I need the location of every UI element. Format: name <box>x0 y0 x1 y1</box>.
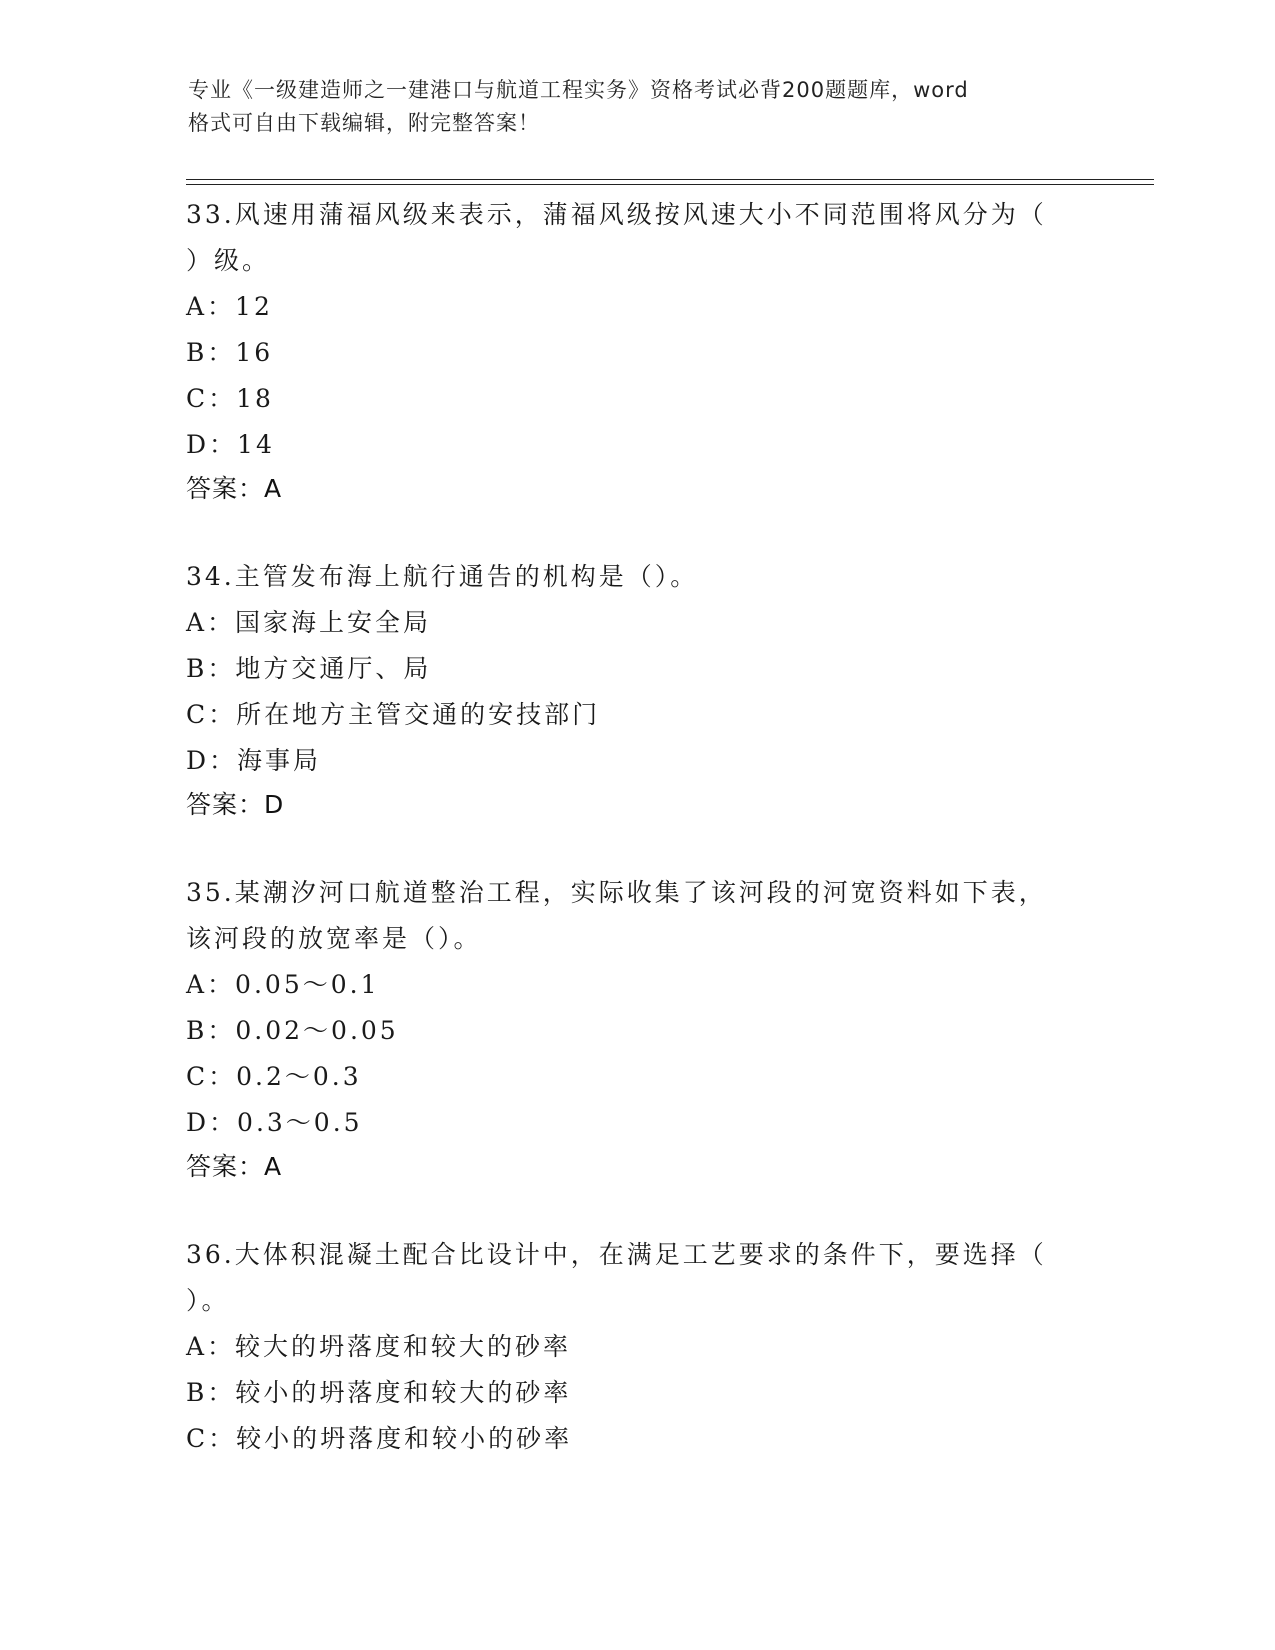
question-36 <box>186 1232 1086 1462</box>
answer: 答案：D <box>186 790 285 819</box>
question-stem-line: 该河段的放宽率是（）。 <box>186 924 482 953</box>
question-stem-line: ）。 <box>186 1286 230 1315</box>
option-d: D：0.3～0.5 <box>186 1108 363 1137</box>
option-b: B：16 <box>186 338 274 367</box>
option-c: C：所在地方主管交通的安技部门 <box>186 700 601 729</box>
question-stem-line: ）级。 <box>186 246 271 275</box>
header-rule-bottom <box>186 184 1154 185</box>
question-stem-line: 35.某潮汐河口航道整治工程，实际收集了该河段的河宽资料如下表， <box>186 878 1047 907</box>
option-b: B：0.02～0.05 <box>186 1016 399 1045</box>
option-c: C：18 <box>186 384 274 413</box>
option-a: A：较大的坍落度和较大的砂率 <box>186 1332 572 1361</box>
header-rule-top <box>186 179 1154 180</box>
question-33 <box>186 192 1086 510</box>
question-35 <box>186 870 1086 1188</box>
option-b: B：地方交通厅、局 <box>186 654 432 683</box>
option-a: A：国家海上安全局 <box>186 608 432 637</box>
option-d: D：海事局 <box>186 746 322 775</box>
option-c: C：0.2～0.3 <box>186 1062 362 1091</box>
option-d: D：14 <box>186 430 275 459</box>
question-stem-line: 36.大体积混凝土配合比设计中，在满足工艺要求的条件下，要选择（ <box>186 1240 1047 1269</box>
option-a: A：0.05～0.1 <box>186 970 380 999</box>
header-line-2: 格式可自由下载编辑，附完整答案！ <box>188 111 540 135</box>
answer: 答案：A <box>186 1152 283 1181</box>
option-a: A：12 <box>186 292 273 321</box>
question-list <box>186 192 1086 1462</box>
answer: 答案：A <box>186 474 283 503</box>
question-34 <box>186 554 1086 826</box>
option-b: B：较小的坍落度和较大的砂率 <box>186 1378 572 1407</box>
question-stem-line: 33.风速用蒲福风级来表示，蒲福风级按风速大小不同范围将风分为（ <box>186 200 1047 229</box>
document-header <box>188 74 1088 140</box>
question-stem-line: 34.主管发布海上航行通告的机构是（）。 <box>186 562 699 591</box>
option-c: C：较小的坍落度和较小的砂率 <box>186 1424 573 1453</box>
header-line-1: 专业《一级建造师之一建港口与航道工程实务》资格考试必背200题题库，word <box>188 78 969 102</box>
